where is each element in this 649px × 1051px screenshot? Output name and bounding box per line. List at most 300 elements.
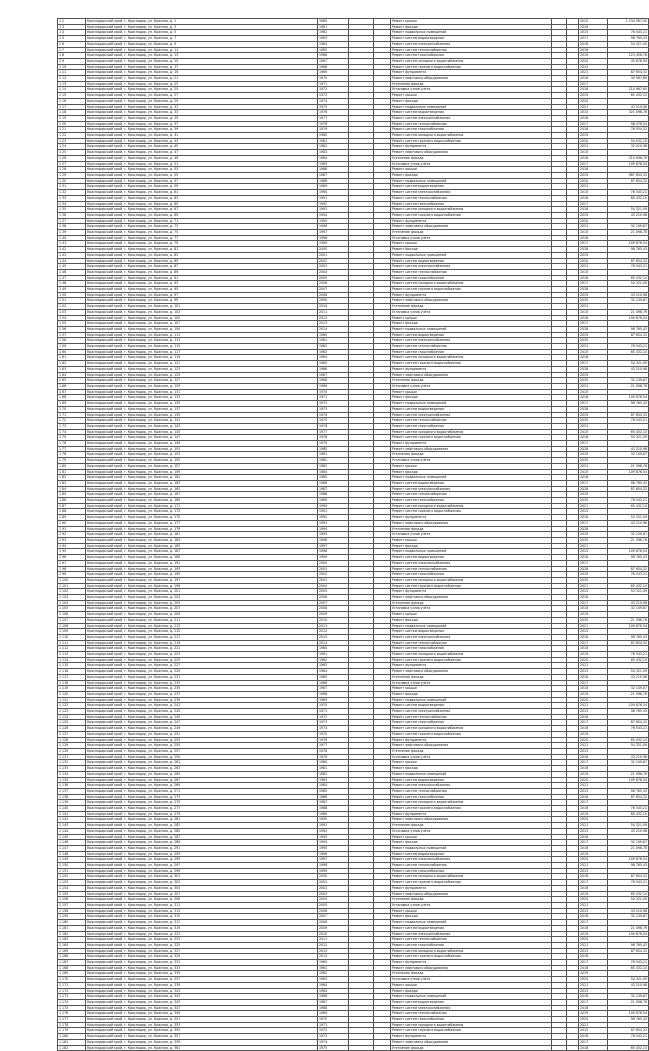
build-year-cell: 1975 xyxy=(318,731,349,737)
work-type-cell: Утепление фасада xyxy=(391,600,552,606)
plan-year-cell: 2017 xyxy=(579,800,608,806)
plan-year-cell: 2018 xyxy=(579,167,608,173)
row-id-cell: 1 39 xyxy=(58,230,86,236)
plan-year-cell: 2018 xyxy=(579,766,608,772)
address-cell: Краснодарский край, г. Краснодар, ул. Красная, д. 361 xyxy=(86,1045,318,1051)
build-year-cell: 1969 xyxy=(318,70,349,76)
plan-year-cell: 2016 xyxy=(579,395,608,401)
plan-year-cell: 2020 xyxy=(579,857,608,863)
address-cell: Краснодарский край, г. Краснодар, ул. Красная, д. 169 xyxy=(86,498,318,504)
row-id-cell: 1 15 xyxy=(58,93,86,99)
plan-year-cell: 2015 xyxy=(579,110,608,116)
address-cell: Краснодарский край, г. Краснодар, ул. Красная, д. 81 xyxy=(86,247,318,253)
work-type-cell: Установка узлов учёта xyxy=(391,828,552,834)
work-type-cell: Ремонт крыши xyxy=(391,612,552,618)
build-year-cell: 1983 xyxy=(318,463,349,469)
cost-cell: 76 543,21 xyxy=(608,30,649,36)
address-cell: Краснодарский край, г. Краснодар, ул. Красная, д. 149 xyxy=(86,441,318,447)
work-type-cell: Ремонт крыши xyxy=(391,93,552,99)
build-year-cell: 1981 xyxy=(318,452,349,458)
build-year-cell: 1988 xyxy=(318,178,349,184)
address-cell: Краснодарский край, г. Краснодар, ул. Красная, д. 223 xyxy=(86,652,318,658)
work-type-cell: Ремонт систем теплоснабжения xyxy=(391,863,552,869)
address-cell: Краснодарский край, г. Краснодар, ул. Красная, д. 271 xyxy=(86,788,318,794)
work-type-cell: Ремонт систем электроснабжения xyxy=(391,338,552,344)
row-id-cell: 1 89 xyxy=(58,515,86,521)
cost-cell: 43 210,98 xyxy=(608,600,649,606)
build-year-cell: 2004 xyxy=(318,583,349,589)
cost-cell: 65 432,10 xyxy=(608,503,649,509)
plan-year-cell: 2020 xyxy=(579,418,608,424)
plan-year-cell: 2020 xyxy=(579,577,608,583)
work-type-cell: Ремонт крыши xyxy=(391,167,552,173)
cost-cell: 87 654,32 xyxy=(608,566,649,572)
row-id-cell: 1 56 xyxy=(58,326,86,332)
row-id-cell: 1 4 xyxy=(58,30,86,36)
build-year-cell: 1972 xyxy=(318,401,349,407)
build-year-cell: 1983 xyxy=(318,777,349,783)
work-type-cell: Ремонт лифтового оборудования xyxy=(391,298,552,304)
build-year-cell: 1985 xyxy=(318,788,349,794)
build-year-cell: 1983 xyxy=(318,150,349,156)
row-id-cell: 1 86 xyxy=(58,498,86,504)
row-id-cell: 1 79 xyxy=(58,458,86,464)
row-id-cell: 1 25 xyxy=(58,150,86,156)
plan-year-cell: 2021 xyxy=(579,783,608,789)
plan-year-cell: 2015 xyxy=(579,150,608,156)
address-cell: Краснодарский край, г. Краснодар, ул. Красная, д. 163 xyxy=(86,480,318,486)
cost-cell: 76 543,21 xyxy=(608,960,649,966)
plan-year-cell: 2020 xyxy=(579,1017,608,1023)
row-id-cell: 1 140 xyxy=(58,806,86,812)
work-type-cell: Утепление фасада xyxy=(391,81,552,87)
address-cell: Краснодарский край, г. Краснодар, ул. Красная, д. 95 xyxy=(86,287,318,293)
address-cell: Краснодарский край, г. Краснодар, ул. Красная, д. 347 xyxy=(86,1005,318,1011)
plan-year-cell: 2016 xyxy=(579,634,608,640)
row-id-cell: 1 143 xyxy=(58,823,86,829)
row-id-cell: 1 169 xyxy=(58,971,86,977)
row-id-cell: 1 114 xyxy=(58,657,86,663)
plan-year-cell: 2016 xyxy=(579,24,608,30)
cost-cell: 54 321,09 xyxy=(608,435,649,441)
cost-cell: 65 432,10 xyxy=(608,195,649,201)
plan-year-cell: 2019 xyxy=(579,212,608,218)
plan-year-cell: 2015 xyxy=(579,30,608,36)
cost-cell: 32 109,87 xyxy=(608,606,649,612)
address-cell: Краснодарский край, г. Краснодар, ул. Красная, д. 47 xyxy=(86,150,318,156)
plan-year-cell: 2016 xyxy=(579,714,608,720)
plan-year-cell: 2018 xyxy=(579,686,608,692)
address-cell: Краснодарский край, г. Краснодар, ул. Красная, д. 237 xyxy=(86,691,318,697)
cost-cell: 54 321,09 xyxy=(608,281,649,287)
address-cell: Краснодарский край, г. Краснодар, ул. Красная, д. 321 xyxy=(86,931,318,937)
address-cell: Краснодарский край, г. Краснодар, ул. Красная, д. 253 xyxy=(86,737,318,743)
build-year-cell: 1984 xyxy=(318,783,349,789)
address-cell: Краснодарский край, г. Краснодар, ул. Красная, д. 131 xyxy=(86,389,318,395)
address-cell: Краснодарский край, г. Краснодар, ул. Красная, д. 53 xyxy=(86,167,318,173)
cost-cell: 65 432,10 xyxy=(608,349,649,355)
plan-year-cell: 2018 xyxy=(579,1045,608,1051)
cost-cell: 65 432,10 xyxy=(608,891,649,897)
build-year-cell: 1976 xyxy=(318,110,349,116)
work-type-cell: Ремонт крыши xyxy=(391,241,552,247)
work-type-cell: Утепление фасада xyxy=(391,452,552,458)
work-type-cell: Ремонт крыши xyxy=(391,834,552,840)
cost-cell: 32 109,87 xyxy=(608,686,649,692)
row-id-cell: 1 90 xyxy=(58,520,86,526)
work-type-cell: Ремонт фундамента xyxy=(391,441,552,447)
build-year-cell: 1991 xyxy=(318,509,349,515)
row-id-cell: 1 164 xyxy=(58,942,86,948)
build-year-cell: 1982 xyxy=(318,771,349,777)
plan-year-cell: 2018 xyxy=(579,326,608,332)
plan-year-cell: 2015 xyxy=(579,749,608,755)
year-cell xyxy=(349,1045,374,1051)
work-type-cell: Ремонт фасада xyxy=(391,469,552,475)
address-cell: Краснодарский край, г. Краснодар, ул. Красная, д. 191 xyxy=(86,560,318,566)
address-cell: Краснодарский край, г. Краснодар, ул. Красная, д. 187 xyxy=(86,549,318,555)
cost-cell: 87 654,32 xyxy=(608,1028,649,1034)
row-id-cell: 1 113 xyxy=(58,652,86,658)
address-cell: Краснодарский край, г. Краснодар, ул. Красная, д. 229 xyxy=(86,669,318,675)
plan-year-cell: 2015 xyxy=(579,589,608,595)
cost-cell: 76 543,21 xyxy=(608,572,649,578)
cost-cell: 21 098,76 xyxy=(608,230,649,236)
work-type-cell: Ремонт фундамента xyxy=(391,515,552,521)
plan-year-cell: 2018 xyxy=(579,247,608,253)
row-id-cell: 1 138 xyxy=(58,794,86,800)
row-id-cell: 1 177 xyxy=(58,1017,86,1023)
row-id-cell: 1 58 xyxy=(58,338,86,344)
build-year-cell: 1998 xyxy=(318,235,349,241)
row-id-cell: 1 24 xyxy=(58,144,86,150)
address-cell: Краснодарский край, г. Краснодар, ул. Красная, д. 305 xyxy=(86,885,318,891)
cost-cell: 43 210,98 xyxy=(608,520,649,526)
build-year-cell: 1990 xyxy=(318,190,349,196)
plan-year-cell: 2019 xyxy=(579,53,608,59)
cost-cell: 109 876,54 xyxy=(608,623,649,629)
build-year-cell: 1980 xyxy=(318,446,349,452)
work-type-cell: Ремонт лифтового оборудования xyxy=(391,520,552,526)
row-id-cell: 1 175 xyxy=(58,1005,86,1011)
plan-year-cell: 2021 xyxy=(579,224,608,230)
plan-year-cell: 2016 xyxy=(579,754,608,760)
cost-cell: 87 654,32 xyxy=(608,640,649,646)
row-id-cell: 1 7 xyxy=(58,47,86,53)
plan-year-cell: 2016 xyxy=(579,515,608,521)
address-cell: Краснодарский край, г. Краснодар, ул. Красная, д. 333 xyxy=(86,965,318,971)
build-year-cell: 1976 xyxy=(318,737,349,743)
work-type-cell: Ремонт лифтового оборудования xyxy=(391,76,552,82)
work-type-cell: Ремонт фасада xyxy=(391,321,552,327)
address-cell: Краснодарский край, г. Краснодар, ул. Красная, д. 267 xyxy=(86,777,318,783)
plan-year-cell: 2019 xyxy=(579,652,608,658)
plan-year-cell: 2018 xyxy=(579,646,608,652)
address-cell: Краснодарский край, г. Краснодар, ул. Красная, д. 219 xyxy=(86,640,318,646)
row-id-cell: 1 66 xyxy=(58,384,86,390)
work-type-cell: Утепление фасада xyxy=(391,823,552,829)
address-cell: Краснодарский край, г. Краснодар, ул. Красная, д. 59 xyxy=(86,184,318,190)
row-id-cell: 1 168 xyxy=(58,965,86,971)
cost-cell: 43 210,98 xyxy=(608,674,649,680)
build-year-cell: 1960 xyxy=(318,19,349,25)
work-type-cell: Ремонт систем горячего водоснабжения xyxy=(391,1028,552,1034)
plan-year-cell: 2020 xyxy=(579,258,608,264)
address-cell: Краснодарский край, г. Краснодар, ул. Красная, д. 311 xyxy=(86,902,318,908)
cost-cell: 32 109,87 xyxy=(608,914,649,920)
work-type-cell: Ремонт фасада xyxy=(391,247,552,253)
work-type-cell: Ремонт систем холодного водоснабжения xyxy=(391,948,552,954)
row-id-cell: 1 171 xyxy=(58,982,86,988)
address-cell: Краснодарский край, г. Краснодар, ул. Красная, д. 329 xyxy=(86,954,318,960)
plan-year-cell: 2016 xyxy=(579,115,608,121)
plan-year-cell: 2021 xyxy=(579,902,608,908)
address-cell: Краснодарский край, г. Краснодар, ул. Красная, д. 257 xyxy=(86,749,318,755)
cost-cell: 98 765,43 xyxy=(608,942,649,948)
work-type-cell: Ремонт систем газоснабжения xyxy=(391,1017,552,1023)
row-id-cell: 1 33 xyxy=(58,195,86,201)
row-id-cell: 1 159 xyxy=(58,914,86,920)
work-type-cell: Ремонт лифтового оборудования xyxy=(391,1039,552,1045)
address-cell: Краснодарский край, г. Краснодар, ул. Красная, д. 261 xyxy=(86,760,318,766)
plan-year-cell: 2015 xyxy=(579,709,608,715)
build-year-cell: 2011 xyxy=(318,623,349,629)
work-type-cell: Ремонт систем горячего водоснабжения xyxy=(391,435,552,441)
plan-year-cell: 2017 xyxy=(579,560,608,566)
address-cell: Краснодарский край, г. Краснодар, ул. Красная, д. 241 xyxy=(86,703,318,709)
row-id-cell: 1 131 xyxy=(58,754,86,760)
address-cell: Краснодарский край, г. Краснодар, ул. Красная, д. 273 xyxy=(86,794,318,800)
row-id-cell: 1 85 xyxy=(58,492,86,498)
build-year-cell: 2007 xyxy=(318,914,349,920)
cost-cell: 98 765,43 xyxy=(608,1017,649,1023)
row-id-cell: 1 19 xyxy=(58,115,86,121)
plan-year-cell: 2020 xyxy=(579,697,608,703)
row-id-cell: 1 99 xyxy=(58,572,86,578)
cost-cell: 1 234 567,00 xyxy=(608,19,649,25)
build-year-cell: 1974 xyxy=(318,726,349,732)
row-id-cell: 1 26 xyxy=(58,155,86,161)
address-cell: Краснодарский край, г. Краснодар, ул. Красная, д. 313 xyxy=(86,908,318,914)
address-cell: Краснодарский край, г. Краснодар, ул. Красная, д. 239 xyxy=(86,697,318,703)
plan-year-cell: 2018 xyxy=(579,406,608,412)
work-type-cell: Ремонт систем водоотведения xyxy=(391,406,552,412)
build-year-cell: 1978 xyxy=(318,121,349,127)
build-year-cell: 2003 xyxy=(318,264,349,270)
cost-cell: 54 321,00 xyxy=(608,41,649,47)
address-cell: Краснодарский край, г. Краснодар, ул. Красная, д. 195 xyxy=(86,572,318,578)
cost-cell: 109 876,54 xyxy=(608,241,649,247)
build-year-cell: 1979 xyxy=(318,441,349,447)
plan-year-cell: 2017 xyxy=(579,81,608,87)
work-type-cell: Ремонт систем электроснабжения xyxy=(391,190,552,196)
work-type-cell: Ремонт систем газоснабжения xyxy=(391,646,552,652)
build-year-cell: 1962 xyxy=(318,30,349,36)
row-id-cell: 1 43 xyxy=(58,252,86,258)
address-cell: Краснодарский край, г. Краснодар, ул. Красная, д. 279 xyxy=(86,811,318,817)
plan-year-cell: 2017 xyxy=(579,520,608,526)
work-type-cell: Ремонт крыши xyxy=(391,463,552,469)
cost-cell: 32 109,87 xyxy=(608,532,649,538)
work-type-cell: Установка узлов учёта xyxy=(391,754,552,760)
address-cell: Краснодарский край, г. Краснодар, ул. Красная, д. 221 xyxy=(86,646,318,652)
plan-year-cell: 2015 xyxy=(579,788,608,794)
work-type-cell: Ремонт систем водоотведения xyxy=(391,777,552,783)
address-cell: Краснодарский край, г. Краснодар, ул. Красная, д. 65 xyxy=(86,201,318,207)
plan-year-cell: 2020 xyxy=(579,617,608,623)
plan-year-cell: 2019 xyxy=(579,572,608,578)
row-id-cell: 1 161 xyxy=(58,925,86,931)
address-cell: Краснодарский край, г. Краснодар, ул. Красная, д. 275 xyxy=(86,800,318,806)
cost-cell: 32 109,87 xyxy=(608,298,649,304)
row-id-cell: 1 122 xyxy=(58,703,86,709)
plan-year-cell: 2017 xyxy=(579,281,608,287)
row-id-cell: 1 45 xyxy=(58,264,86,270)
plan-year-cell: 2015 xyxy=(579,948,608,954)
work-type-cell: Ремонт систем горячего водоснабжения xyxy=(391,657,552,663)
cost-cell: 76 543,21 xyxy=(608,880,649,886)
address-cell: Краснодарский край, г. Краснодар, ул. Красная, д. 299 xyxy=(86,868,318,874)
work-type-cell: Ремонт систем горячего водоснабжения xyxy=(391,64,552,70)
plan-year-cell: 2016 xyxy=(579,954,608,960)
work-type-cell: Ремонт систем водоотведения xyxy=(391,851,552,857)
build-year-cell: 2003 xyxy=(318,577,349,583)
work-type-cell: Ремонт подвальных помещений xyxy=(391,549,552,555)
plan-year-cell: 2019 xyxy=(579,93,608,99)
cost-cell: 98 765,43 xyxy=(608,863,649,869)
address-cell: Краснодарский край, г. Краснодар, ул. Красная, д. 153 xyxy=(86,452,318,458)
work-type-cell: Ремонт систем холодного водоснабжения xyxy=(391,503,552,509)
work-type-cell: Ремонт подвальных помещений xyxy=(391,178,552,184)
cost-cell: 109 876,54 xyxy=(608,857,649,863)
row-id-cell: 1 116 xyxy=(58,669,86,675)
build-year-cell: 1978 xyxy=(318,435,349,441)
row-id-cell: 1 146 xyxy=(58,840,86,846)
plan-year-cell: 2021 xyxy=(579,863,608,869)
build-year-cell: 1970 xyxy=(318,76,349,82)
period-cell xyxy=(552,1045,567,1051)
plan-year-cell: 2020 xyxy=(579,218,608,224)
work-type-cell: Ремонт систем холодного водоснабжения xyxy=(391,652,552,658)
build-year-cell: 1965 xyxy=(318,361,349,367)
row-id-cell: 1 11 xyxy=(58,70,86,76)
row-id-cell: 1 176 xyxy=(58,1011,86,1017)
address-cell: Краснодарский край, г. Краснодар, ул. Красная, д. 9 xyxy=(86,41,318,47)
work-type-cell: Ремонт систем газоснабжения xyxy=(391,720,552,726)
address-cell: Краснодарский край, г. Краснодар, ул. Красная, д. 343 xyxy=(86,994,318,1000)
address-cell: Краснодарский край, г. Краснодар, ул. Красная, д. 83 xyxy=(86,252,318,258)
work-type-cell: Ремонт систем водоотведения xyxy=(391,999,552,1005)
row-id-cell: 1 112 xyxy=(58,646,86,652)
work-type-cell: Ремонт лифтового оборудования xyxy=(391,446,552,452)
row-id-cell: 1 145 xyxy=(58,834,86,840)
work-type-cell: Ремонт систем водоотведения xyxy=(391,480,552,486)
build-year-cell: 2002 xyxy=(318,885,349,891)
work-type-cell: Ремонт систем горячего водоснабжения xyxy=(391,361,552,367)
work-type-cell: Утепление фасада xyxy=(391,526,552,532)
plan-year-cell: 2015 xyxy=(579,908,608,914)
build-year-cell: 1967 xyxy=(318,372,349,378)
cost-cell: 65 432,10 xyxy=(608,583,649,589)
cost-cell: 109 876,54 xyxy=(608,931,649,937)
plan-year-cell: 2017 xyxy=(579,121,608,127)
work-type-cell: Ремонт систем электроснабжения xyxy=(391,486,552,492)
build-year-cell: 2006 xyxy=(318,908,349,914)
build-year-cell: 2004 xyxy=(318,269,349,275)
row-id-cell: 1 14 xyxy=(58,87,86,93)
build-year-cell: 1999 xyxy=(318,868,349,874)
plan-year-cell: 2015 xyxy=(579,309,608,315)
row-id-cell: 1 103 xyxy=(58,595,86,601)
work-type-cell: Ремонт крыши xyxy=(391,760,552,766)
row-id-cell: 1 27 xyxy=(58,161,86,167)
row-id-cell: 1 21 xyxy=(58,127,86,133)
address-cell: Краснодарский край, г. Краснодар, ул. Красная, д. 33 xyxy=(86,110,318,116)
address-cell: Краснодарский край, г. Краснодар, ул. Красная, д. 233 xyxy=(86,680,318,686)
row-id-cell: 1 74 xyxy=(58,429,86,435)
row-id-cell: 1 129 xyxy=(58,743,86,749)
work-type-cell: Ремонт систем теплоснабжения xyxy=(391,937,552,943)
row-id-cell: 1 101 xyxy=(58,583,86,589)
row-id-cell: 1 126 xyxy=(58,726,86,732)
row-id-cell: 1 75 xyxy=(58,435,86,441)
address-cell: Краснодарский край, г. Краснодар, ул. Красная, д. 133 xyxy=(86,395,318,401)
address-cell: Краснодарский край, г. Краснодар, ул. Красная, д. 43 xyxy=(86,138,318,144)
plan-year-cell: 2019 xyxy=(579,931,608,937)
row-id-cell: 1 165 xyxy=(58,948,86,954)
build-year-cell: 2013 xyxy=(318,321,349,327)
build-year-cell: 2000 xyxy=(318,560,349,566)
address-cell: Краснодарский край, г. Краснодар, ул. Красная, д. 359 xyxy=(86,1039,318,1045)
row-id-cell: 1 154 xyxy=(58,885,86,891)
build-year-cell: 1973 xyxy=(318,406,349,412)
work-type-cell: Ремонт систем теплоснабжения xyxy=(391,640,552,646)
cost-cell: 109 876,54 xyxy=(608,469,649,475)
row-id-cell: 1 60 xyxy=(58,349,86,355)
cost-cell: 21 098,76 xyxy=(608,771,649,777)
cost-cell: 76 543,21 xyxy=(608,1034,649,1040)
work-type-cell: Ремонт фасада xyxy=(391,840,552,846)
address-cell: Краснодарский край, г. Краснодар, ул. Красная, д. 245 xyxy=(86,714,318,720)
work-type-cell: Установка узлов учёта xyxy=(391,458,552,464)
plan-year-cell: 2015 xyxy=(579,988,608,994)
build-year-cell: 1998 xyxy=(318,549,349,555)
work-type-cell: Ремонт фундамента xyxy=(391,144,552,150)
work-type-cell: Ремонт систем газоснабжения xyxy=(391,423,552,429)
address-cell: Краснодарский край, г. Краснодар, ул. Красная, д. 291 xyxy=(86,845,318,851)
work-type-cell: Ремонт подвальных помещений xyxy=(391,30,552,36)
row-id-cell: 1 57 xyxy=(58,332,86,338)
plan-year-cell: 2019 xyxy=(579,452,608,458)
table-row xyxy=(58,1045,649,1051)
build-year-cell: 2006 xyxy=(318,595,349,601)
cost-cell: 109 876,54 xyxy=(608,395,649,401)
work-type-cell: Установка узлов учёта xyxy=(391,309,552,315)
plan-year-cell: 2020 xyxy=(579,977,608,983)
cost-cell: 109 876,54 xyxy=(608,549,649,555)
row-id-cell: 1 151 xyxy=(58,868,86,874)
address-cell: Краснодарский край, г. Краснодар, ул. Красная, д. 85 xyxy=(86,258,318,264)
build-year-cell: 1962 xyxy=(318,971,349,977)
plan-year-cell: 2020 xyxy=(579,498,608,504)
address-cell: Краснодарский край, г. Краснодар, ул. Красная, д. 5 xyxy=(86,30,318,36)
address-cell: Краснодарский край, г. Краснодар, ул. Красная, д. 247 xyxy=(86,720,318,726)
work-type-cell: Ремонт систем водоотведения xyxy=(391,629,552,635)
address-cell: Краснодарский край, г. Краснодар, ул. Красная, д. 207 xyxy=(86,606,318,612)
address-cell: Краснодарский край, г. Краснодар, ул. Красная, д. 3 xyxy=(86,24,318,30)
plan-year-cell: 2020 xyxy=(579,58,608,64)
register-table xyxy=(57,18,649,1051)
